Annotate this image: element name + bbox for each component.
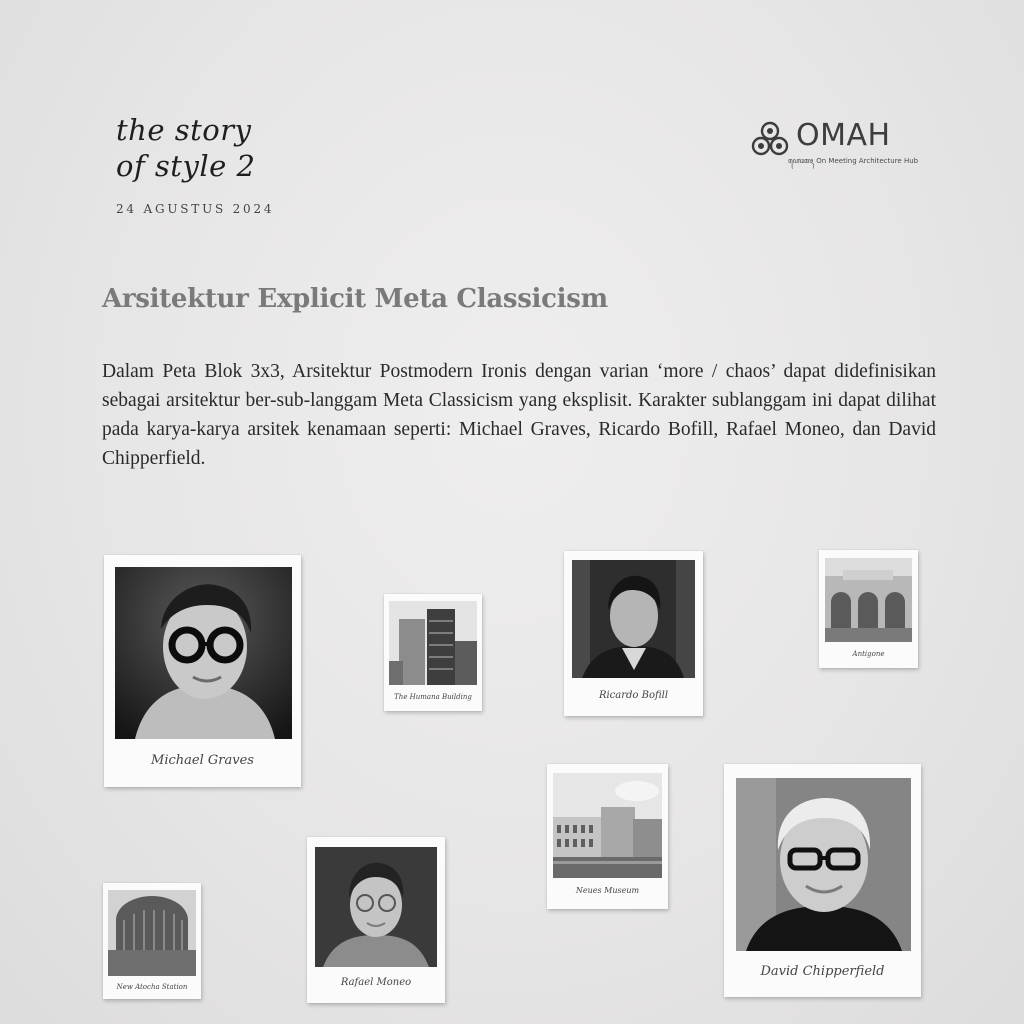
polaroid-rafael-moneo <box>307 837 445 1003</box>
section-heading: Arsitektur Explicit Meta Classicism <box>102 284 608 314</box>
polaroid-new-atocha-station <box>103 883 201 999</box>
humana-building-photo <box>389 601 477 685</box>
ricardo-bofill-caption: Ricardo Bofill <box>598 690 669 701</box>
polaroid-humana-building <box>384 594 482 711</box>
neues-museum-caption: Neues Museum <box>575 886 640 895</box>
omah-logo <box>750 118 920 170</box>
polaroid-ricardo-bofill <box>564 551 703 716</box>
brand-title-line-1: the story <box>116 113 252 147</box>
triple-spiral-icon <box>750 120 790 160</box>
polaroid-antigone <box>819 550 918 668</box>
michael-graves-photo <box>115 567 292 739</box>
brand-title-line-2: of style 2 <box>116 149 256 183</box>
polaroid-neues-museum <box>547 764 668 909</box>
david-chipperfield-caption: David Chipperfield <box>760 964 885 979</box>
antigone-caption: Antigone <box>852 650 885 658</box>
logo-script-text: ꦲꦺꦴꦩꦃ <box>788 157 814 165</box>
new-atocha-station-photo <box>108 890 196 976</box>
ricardo-bofill-photo <box>572 560 695 678</box>
logo-wordmark: OMAH <box>796 118 891 153</box>
logo-tagline-row <box>788 156 918 170</box>
humana-building-caption: The Humana Building <box>394 693 472 701</box>
david-chipperfield-photo <box>736 778 911 951</box>
rafael-moneo-caption: Rafael Moneo <box>340 977 412 988</box>
antigone-photo <box>825 558 912 642</box>
brand-title <box>116 112 255 184</box>
polaroid-david-chipperfield <box>724 764 921 997</box>
michael-graves-caption: Michael Graves <box>151 753 254 768</box>
rafael-moneo-photo <box>315 847 437 967</box>
intro-paragraph: Dalam Peta Blok 3x3, Arsitektur Postmodern Ironis dengan varian ‘more / chaos’ dapat didefinisikan sebagai arsitektur ber-sub-langgam Meta Classicism yang eksplisit. Karakter sublanggam ini dapat dilihat pada karya-karya arsitek kenamaan seperti: Michael Graves, Ricardo Bofill, Rafael Moneo, dan David Chipperfield. <box>102 361 936 469</box>
polaroid-michael-graves <box>104 555 301 787</box>
logo-tagline: On Meeting Architecture Hub <box>816 157 919 165</box>
neues-museum-photo <box>553 773 662 878</box>
new-atocha-station-caption: New Atocha Station <box>116 983 188 991</box>
event-date: 24 AGUSTUS 2024 <box>116 202 275 216</box>
